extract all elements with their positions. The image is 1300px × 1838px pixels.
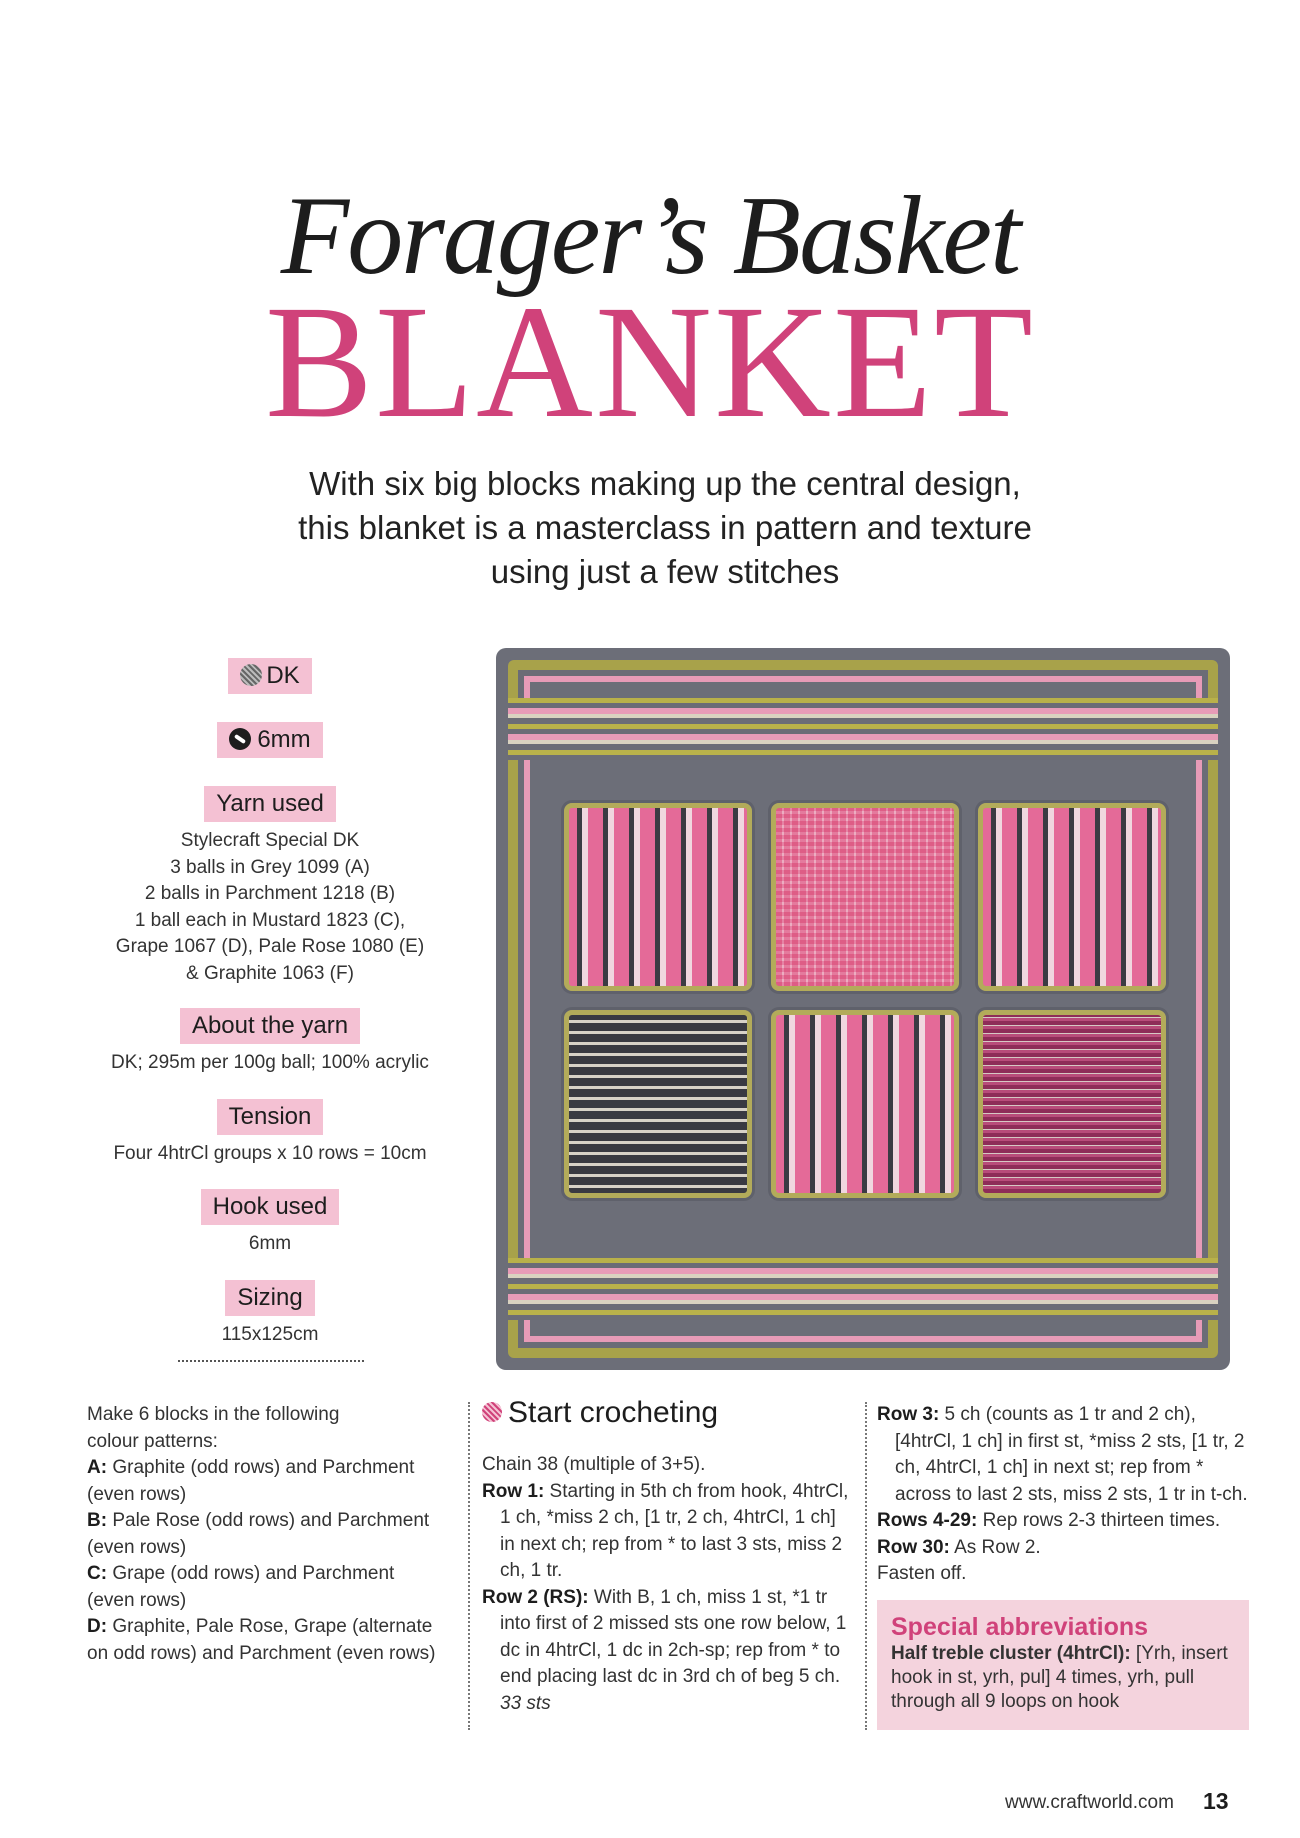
- yarn-line: 1 ball each in Mustard 1823 (C),: [134, 909, 406, 931]
- about-yarn-text: DK; 295m per 100g ball; 100% acrylic: [111, 1052, 429, 1073]
- rows-4-29: [877, 1508, 1255, 1535]
- blanket-photo: [496, 648, 1230, 1370]
- colour-patterns-column: [87, 1402, 437, 1667]
- title-script: Forager’s Basket: [280, 174, 1020, 298]
- section-heading: [482, 1396, 854, 1430]
- standfirst-line: this blanket is a masterclass in pattern and texture: [298, 509, 1032, 546]
- stitch-count: 33 sts: [500, 1692, 551, 1714]
- pattern-key: D:: [87, 1616, 108, 1637]
- row-key: Row 3:: [877, 1404, 940, 1425]
- about-yarn-section: [85, 1008, 455, 1077]
- pattern-text: Pale Rose (odd rows) and Parchment (even rows): [87, 1510, 430, 1558]
- hook-size-label: 6mm: [257, 726, 311, 753]
- hook-used-section: [85, 1189, 455, 1258]
- about-yarn-heading: About the yarn: [180, 1008, 360, 1044]
- row-text: As Row 2.: [949, 1536, 1041, 1558]
- abbreviation-text: [Yrh, insert hook in st, yrh, pul] 4 times, yrh, pull through all 9 loops on hook: [891, 1643, 1228, 1712]
- instructions-column: [482, 1396, 854, 1717]
- yarn-ball-icon: [240, 664, 262, 686]
- column-rule: [865, 1402, 867, 1730]
- yarn-line: 2 balls in Parchment 1218 (B): [144, 883, 396, 904]
- dotted-divider: [178, 1360, 364, 1362]
- intro-line: Make 6 blocks in the following: [87, 1404, 340, 1425]
- yarn-used-section: [85, 786, 455, 987]
- blanket-block: [978, 803, 1166, 991]
- yarn-used-text: [85, 828, 455, 987]
- pattern-text: Graphite (odd rows) and Parchment (even rows): [87, 1457, 415, 1505]
- yarn-line: & Graphite 1063 (F): [186, 962, 354, 984]
- pattern-d: [87, 1614, 437, 1667]
- yarn-weight-label: DK: [266, 662, 300, 689]
- footer-url: www.craftworld.com: [1005, 1792, 1174, 1813]
- yarn-line: Grape 1067 (D), Pale Rose 1080 (E): [115, 936, 425, 957]
- blanket-top-bands: [508, 698, 1218, 760]
- page-number: 13: [1203, 1788, 1229, 1814]
- sizing-section: [85, 1280, 455, 1349]
- row-key: Row 1:: [482, 1480, 545, 1502]
- tension-text: Four 4htrCl groups x 10 rows = 10cm: [113, 1143, 427, 1164]
- blanket-block: [564, 803, 752, 991]
- pattern-key: C:: [87, 1563, 108, 1584]
- yarn-ball-icon: [482, 1402, 502, 1422]
- blanket-block: [771, 1010, 959, 1198]
- hook-size: [85, 722, 455, 758]
- row-text: With B, 1 ch, miss 1 st, *1 tr into first of 2 missed sts one row below, 1 dc in 4htrCl, 1 dc in 2ch-sp; rep from * to end placing last dc in 3rd ch of beg 5 ch.: [500, 1586, 847, 1687]
- pattern-key: B:: [87, 1510, 108, 1531]
- row-key: Rows 4-29:: [877, 1510, 978, 1531]
- standfirst: [220, 462, 1110, 594]
- pattern-b: [87, 1508, 437, 1561]
- section-heading-text: Start crocheting: [508, 1396, 719, 1429]
- yarn-weight-badge: [228, 658, 311, 694]
- row-30: [877, 1535, 1255, 1562]
- blanket-bottom-bands: [508, 1258, 1218, 1320]
- crochet-hook-icon: [229, 728, 251, 750]
- standfirst-line: using just a few stitches: [490, 553, 840, 590]
- row-text: Rep rows 2-3 thirteen times.: [977, 1510, 1221, 1531]
- yarn-line: Stylecraft Special DK: [180, 830, 360, 851]
- intro-line: colour patterns:: [87, 1430, 218, 1452]
- fasten-off: Fasten off.: [877, 1563, 967, 1584]
- row-3: [877, 1402, 1255, 1508]
- page-title: BLANKET: [265, 273, 1035, 452]
- blanket-block: [978, 1010, 1166, 1198]
- pattern-text: Grape (odd rows) and Parchment (even rows): [87, 1563, 395, 1611]
- chain-text: Chain 38 (multiple of 3+5).: [482, 1454, 706, 1475]
- pattern-text: Graphite, Pale Rose, Grape (alternate on odd rows) and Parchment (even rows): [87, 1616, 436, 1664]
- pattern-c: [87, 1561, 437, 1614]
- blanket-border: [508, 660, 1218, 1358]
- hook-used-heading: Hook used: [201, 1189, 340, 1225]
- row-2: [482, 1585, 854, 1718]
- yarn-used-heading: Yarn used: [204, 786, 336, 822]
- abbreviations-box: [877, 1600, 1249, 1730]
- row-text: 5 ch (counts as 1 tr and 2 ch), [4htrCl, 1 ch] in first st, *miss 2 sts, [1 tr, 2 ch, 4htrCl, 1 ch] in next st; rep from * across to last 2 sts, miss 2 sts, 1 tr in t-ch.: [895, 1404, 1248, 1505]
- tension-section: [85, 1099, 455, 1168]
- column-rule: [468, 1402, 470, 1730]
- row-1: [482, 1479, 854, 1585]
- yarn-weight: [85, 658, 455, 694]
- instructions-column-2: [877, 1402, 1255, 1588]
- sizing-heading: Sizing: [225, 1280, 314, 1316]
- row-key: Row 2 (RS):: [482, 1586, 589, 1608]
- standfirst-line: With six big blocks making up the central design,: [309, 465, 1021, 502]
- blanket-block: [771, 803, 959, 991]
- hook-size-badge: [217, 722, 322, 758]
- abbreviation-entry: [891, 1642, 1235, 1714]
- tension-heading: Tension: [217, 1099, 324, 1135]
- pattern-key: A:: [87, 1457, 108, 1478]
- sizing-text: 115x125cm: [221, 1324, 319, 1345]
- abbreviation-term: Half treble cluster (4htrCl):: [891, 1643, 1131, 1664]
- pattern-a: [87, 1455, 437, 1508]
- row-key: Row 30:: [877, 1536, 950, 1558]
- abbreviations-title: Special abbreviations: [891, 1613, 1149, 1641]
- blanket-block: [564, 1010, 752, 1198]
- hook-used-text: 6mm: [248, 1233, 292, 1254]
- yarn-line: 3 balls in Grey 1099 (A): [170, 856, 370, 878]
- row-text: Starting in 5th ch from hook, 4htrCl, 1 ch, *miss 2 ch, [1 tr, 2 ch, 4htrCl, 1 ch] in next ch; rep from * to last 3 sts, miss 2 ch, 1 tr.: [500, 1480, 849, 1581]
